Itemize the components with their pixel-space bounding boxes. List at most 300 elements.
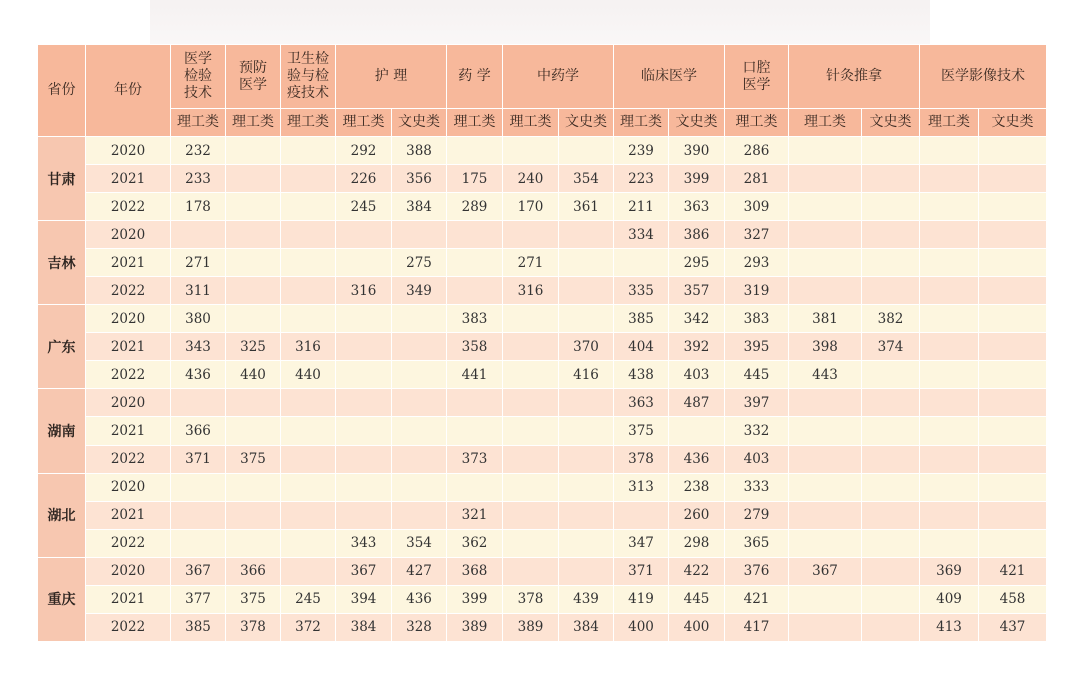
score-cell — [862, 165, 920, 193]
score-cell — [979, 165, 1047, 193]
score-cell — [171, 221, 226, 249]
score-cell: 361 — [559, 193, 614, 221]
score-cell — [862, 585, 920, 613]
header-major-line: 预防 — [239, 59, 267, 76]
score-cell — [862, 445, 920, 473]
score-cell: 392 — [669, 333, 725, 361]
score-cell — [503, 137, 559, 165]
score-cell: 422 — [669, 557, 725, 585]
score-cell — [281, 193, 336, 221]
score-cell: 233 — [171, 165, 226, 193]
table-row — [38, 165, 1047, 193]
score-cell: 378 — [503, 585, 559, 613]
score-cell: 438 — [614, 361, 669, 389]
score-cell — [447, 389, 503, 417]
table-row — [38, 193, 1047, 221]
score-cell — [979, 361, 1047, 389]
header-major — [725, 45, 789, 109]
score-cell: 170 — [503, 193, 559, 221]
score-cell — [226, 389, 281, 417]
score-cell — [281, 501, 336, 529]
table-body — [38, 137, 1047, 642]
score-cell — [281, 277, 336, 305]
header-major-line: 口腔 — [742, 59, 771, 76]
score-cell: 332 — [725, 417, 789, 445]
score-cell: 356 — [392, 165, 447, 193]
province-cell: 湖北 — [38, 473, 86, 557]
score-cell — [281, 389, 336, 417]
score-cell: 240 — [503, 165, 559, 193]
header-major-line: 验与检 — [287, 68, 329, 84]
score-cell — [336, 389, 392, 417]
score-cell — [281, 221, 336, 249]
score-cell — [559, 221, 614, 249]
table-row — [38, 585, 1047, 613]
score-cell — [281, 137, 336, 165]
score-cell — [862, 529, 920, 557]
score-cell: 239 — [614, 137, 669, 165]
score-cell — [920, 305, 979, 333]
province-cell: 广东 — [38, 305, 86, 389]
score-cell — [281, 473, 336, 501]
header-subject-category: 理工类 — [336, 109, 392, 137]
header-subject-category: 文史类 — [559, 109, 614, 137]
score-cell — [920, 165, 979, 193]
score-cell — [226, 277, 281, 305]
table-row — [38, 249, 1047, 277]
score-cell — [392, 417, 447, 445]
score-cell — [336, 501, 392, 529]
score-cell: 385 — [171, 613, 226, 641]
score-cell — [503, 417, 559, 445]
score-cell: 271 — [503, 249, 559, 277]
table-row — [38, 389, 1047, 417]
score-cell: 375 — [226, 445, 281, 473]
score-cell — [614, 249, 669, 277]
score-cell — [862, 613, 920, 641]
score-cell — [226, 249, 281, 277]
score-cell — [979, 389, 1047, 417]
score-cell — [503, 333, 559, 361]
admission-score-table — [37, 44, 1047, 642]
year-cell: 2020 — [86, 137, 171, 165]
score-cell — [789, 165, 862, 193]
score-cell: 417 — [725, 613, 789, 641]
score-cell: 403 — [725, 445, 789, 473]
table-row — [38, 137, 1047, 165]
province-cell: 湖南 — [38, 389, 86, 473]
score-cell — [789, 221, 862, 249]
table-row — [38, 333, 1047, 361]
score-cell: 374 — [862, 333, 920, 361]
score-cell: 366 — [171, 417, 226, 445]
score-cell — [336, 333, 392, 361]
score-cell: 362 — [447, 529, 503, 557]
score-cell: 445 — [725, 361, 789, 389]
score-cell: 404 — [614, 333, 669, 361]
score-cell: 289 — [447, 193, 503, 221]
score-cell — [862, 361, 920, 389]
score-cell — [559, 473, 614, 501]
year-cell: 2022 — [86, 529, 171, 557]
score-cell — [392, 361, 447, 389]
table-row — [38, 613, 1047, 641]
score-cell: 375 — [614, 417, 669, 445]
score-cell — [789, 137, 862, 165]
score-cell: 389 — [447, 613, 503, 641]
score-cell: 211 — [614, 193, 669, 221]
score-cell: 403 — [669, 361, 725, 389]
score-cell — [979, 137, 1047, 165]
score-cell: 175 — [447, 165, 503, 193]
score-cell — [559, 389, 614, 417]
score-cell: 354 — [392, 529, 447, 557]
score-cell: 382 — [862, 305, 920, 333]
score-cell: 397 — [725, 389, 789, 417]
score-cell — [447, 417, 503, 445]
score-cell — [226, 529, 281, 557]
header-subject-category: 理工类 — [920, 109, 979, 137]
score-cell — [979, 445, 1047, 473]
score-cell — [559, 501, 614, 529]
score-cell — [862, 137, 920, 165]
year-cell: 2020 — [86, 305, 171, 333]
score-cell: 366 — [226, 557, 281, 585]
score-cell — [503, 221, 559, 249]
score-cell — [559, 305, 614, 333]
score-cell: 245 — [281, 585, 336, 613]
score-cell — [392, 445, 447, 473]
score-cell: 279 — [725, 501, 789, 529]
score-cell: 260 — [669, 501, 725, 529]
header-major-line: 卫生检 — [287, 51, 329, 67]
score-cell: 413 — [920, 613, 979, 641]
score-cell: 400 — [614, 613, 669, 641]
score-cell: 343 — [171, 333, 226, 361]
score-cell — [559, 137, 614, 165]
score-cell — [171, 389, 226, 417]
header-major — [789, 45, 920, 109]
score-cell: 309 — [725, 193, 789, 221]
score-cell: 316 — [503, 277, 559, 305]
score-cell — [503, 557, 559, 585]
score-cell — [559, 417, 614, 445]
year-cell: 2020 — [86, 389, 171, 417]
score-cell — [447, 249, 503, 277]
year-cell: 2021 — [86, 585, 171, 613]
header-major-line: 医学 — [239, 76, 267, 93]
score-cell: 271 — [171, 249, 226, 277]
score-cell — [281, 305, 336, 333]
score-cell — [559, 249, 614, 277]
score-cell — [862, 193, 920, 221]
score-cell: 421 — [725, 585, 789, 613]
score-cell — [920, 529, 979, 557]
header-subject-category: 理工类 — [226, 109, 281, 137]
header-subject-category: 理工类 — [171, 109, 226, 137]
header-subject-category: 文史类 — [862, 109, 920, 137]
score-cell: 333 — [725, 473, 789, 501]
score-cell: 441 — [447, 361, 503, 389]
score-cell — [979, 277, 1047, 305]
score-cell — [789, 529, 862, 557]
table-row — [38, 361, 1047, 389]
header-major-line: 针灸推拿 — [826, 68, 883, 84]
score-cell — [920, 445, 979, 473]
score-cell: 343 — [336, 529, 392, 557]
score-cell: 383 — [447, 305, 503, 333]
score-cell: 419 — [614, 585, 669, 613]
score-cell — [979, 417, 1047, 445]
score-cell — [392, 221, 447, 249]
score-cell — [392, 501, 447, 529]
score-cell: 375 — [226, 585, 281, 613]
header-major-line: 医学 — [184, 51, 212, 67]
score-cell: 440 — [281, 361, 336, 389]
score-cell: 394 — [336, 585, 392, 613]
score-cell: 363 — [669, 193, 725, 221]
score-cell: 445 — [669, 585, 725, 613]
score-cell — [226, 221, 281, 249]
province-cell: 吉林 — [38, 221, 86, 305]
score-cell: 384 — [392, 193, 447, 221]
score-cell — [789, 613, 862, 641]
score-cell — [789, 445, 862, 473]
score-cell — [171, 473, 226, 501]
table-row — [38, 277, 1047, 305]
score-cell — [789, 501, 862, 529]
header-major — [503, 45, 614, 109]
table-row — [38, 557, 1047, 585]
score-cell — [503, 305, 559, 333]
table-row — [38, 529, 1047, 557]
score-cell: 443 — [789, 361, 862, 389]
score-cell — [503, 529, 559, 557]
score-cell — [979, 249, 1047, 277]
header-major — [226, 45, 281, 109]
score-cell: 325 — [226, 333, 281, 361]
score-cell — [920, 249, 979, 277]
score-cell — [336, 361, 392, 389]
header-year: 年份 — [86, 45, 171, 137]
score-cell — [281, 445, 336, 473]
table-header — [38, 45, 1047, 137]
header-subject-category: 文史类 — [979, 109, 1047, 137]
score-cell — [503, 445, 559, 473]
table-row — [38, 501, 1047, 529]
year-cell: 2021 — [86, 333, 171, 361]
header-major-line: 技术 — [184, 85, 212, 101]
score-cell — [226, 305, 281, 333]
score-cell — [559, 529, 614, 557]
score-cell — [920, 389, 979, 417]
score-cell: 357 — [669, 277, 725, 305]
score-cell: 223 — [614, 165, 669, 193]
score-cell — [862, 277, 920, 305]
score-cell: 226 — [336, 165, 392, 193]
score-cell: 400 — [669, 613, 725, 641]
score-cell: 319 — [725, 277, 789, 305]
score-cell — [920, 221, 979, 249]
score-cell — [920, 501, 979, 529]
score-cell — [392, 305, 447, 333]
score-cell: 342 — [669, 305, 725, 333]
score-cell: 389 — [503, 613, 559, 641]
score-cell — [281, 249, 336, 277]
score-cell — [979, 193, 1047, 221]
score-cell — [559, 445, 614, 473]
score-cell: 281 — [725, 165, 789, 193]
score-cell: 371 — [614, 557, 669, 585]
score-cell: 293 — [725, 249, 789, 277]
score-cell: 367 — [171, 557, 226, 585]
score-cell — [336, 221, 392, 249]
score-cell — [789, 389, 862, 417]
year-cell: 2022 — [86, 193, 171, 221]
table-row — [38, 221, 1047, 249]
year-cell: 2022 — [86, 613, 171, 641]
score-cell: 368 — [447, 557, 503, 585]
score-cell: 349 — [392, 277, 447, 305]
score-cell — [503, 501, 559, 529]
table-row — [38, 445, 1047, 473]
score-cell: 436 — [669, 445, 725, 473]
table-row — [38, 417, 1047, 445]
score-cell — [920, 277, 979, 305]
score-cell — [862, 557, 920, 585]
score-cell — [447, 137, 503, 165]
score-cell: 358 — [447, 333, 503, 361]
score-cell: 399 — [669, 165, 725, 193]
score-cell: 381 — [789, 305, 862, 333]
year-cell: 2020 — [86, 473, 171, 501]
header-major-line: 中药学 — [537, 68, 580, 84]
score-cell: 311 — [171, 277, 226, 305]
header-major-line: 医学 — [742, 76, 771, 93]
header-major-line: 疫技术 — [287, 85, 329, 101]
header-subject-category: 理工类 — [503, 109, 559, 137]
province-cell: 甘肃 — [38, 137, 86, 221]
score-cell — [862, 221, 920, 249]
score-cell — [447, 473, 503, 501]
score-cell: 440 — [226, 361, 281, 389]
score-cell: 439 — [559, 585, 614, 613]
score-cell — [862, 417, 920, 445]
header-subject-category: 理工类 — [614, 109, 669, 137]
score-cell: 369 — [920, 557, 979, 585]
header-major — [281, 45, 336, 109]
table-row — [38, 473, 1047, 501]
score-cell — [979, 305, 1047, 333]
score-cell: 335 — [614, 277, 669, 305]
score-cell — [503, 389, 559, 417]
score-cell — [226, 473, 281, 501]
score-cell: 398 — [789, 333, 862, 361]
score-cell — [281, 165, 336, 193]
score-cell — [862, 473, 920, 501]
score-cell: 421 — [979, 557, 1047, 585]
header-subject-category: 理工类 — [789, 109, 862, 137]
score-cell — [920, 137, 979, 165]
score-cell: 383 — [725, 305, 789, 333]
header-major-line: 药 学 — [458, 68, 491, 84]
score-cell: 327 — [725, 221, 789, 249]
score-cell — [789, 585, 862, 613]
year-cell: 2021 — [86, 165, 171, 193]
score-cell — [789, 277, 862, 305]
header-major — [447, 45, 503, 109]
score-cell: 384 — [559, 613, 614, 641]
score-cell — [171, 501, 226, 529]
score-cell: 371 — [171, 445, 226, 473]
score-cell — [281, 417, 336, 445]
year-cell: 2021 — [86, 249, 171, 277]
score-cell: 427 — [392, 557, 447, 585]
score-cell: 275 — [392, 249, 447, 277]
score-cell — [920, 417, 979, 445]
score-cell: 378 — [614, 445, 669, 473]
score-cell — [789, 249, 862, 277]
score-cell: 298 — [669, 529, 725, 557]
score-cell — [979, 529, 1047, 557]
score-cell: 376 — [725, 557, 789, 585]
score-cell: 487 — [669, 389, 725, 417]
score-cell — [789, 473, 862, 501]
header-major-line: 检验 — [184, 68, 212, 84]
score-cell: 334 — [614, 221, 669, 249]
score-cell — [669, 417, 725, 445]
score-cell: 316 — [281, 333, 336, 361]
header-major — [614, 45, 725, 109]
score-cell: 377 — [171, 585, 226, 613]
score-cell — [226, 193, 281, 221]
score-cell: 458 — [979, 585, 1047, 613]
score-cell: 313 — [614, 473, 669, 501]
score-cell — [789, 417, 862, 445]
score-cell — [920, 193, 979, 221]
score-cell — [979, 221, 1047, 249]
score-cell — [862, 249, 920, 277]
score-cell: 321 — [447, 501, 503, 529]
score-cell — [559, 557, 614, 585]
score-cell — [336, 445, 392, 473]
score-cell — [447, 221, 503, 249]
year-cell: 2021 — [86, 501, 171, 529]
header-subject-category: 理工类 — [281, 109, 336, 137]
score-cell: 390 — [669, 137, 725, 165]
score-cell: 178 — [171, 193, 226, 221]
score-cell — [920, 361, 979, 389]
header-major — [920, 45, 1047, 109]
year-cell: 2020 — [86, 221, 171, 249]
header-province: 省份 — [38, 45, 86, 137]
score-cell: 347 — [614, 529, 669, 557]
score-cell — [503, 473, 559, 501]
score-cell — [862, 389, 920, 417]
score-cell: 384 — [336, 613, 392, 641]
score-cell — [281, 529, 336, 557]
score-cell — [226, 137, 281, 165]
score-cell: 378 — [226, 613, 281, 641]
score-cell — [920, 333, 979, 361]
score-cell — [392, 473, 447, 501]
score-cell: 370 — [559, 333, 614, 361]
score-cell — [789, 193, 862, 221]
score-cell: 286 — [725, 137, 789, 165]
score-cell: 436 — [171, 361, 226, 389]
score-cell — [614, 501, 669, 529]
score-cell: 409 — [920, 585, 979, 613]
